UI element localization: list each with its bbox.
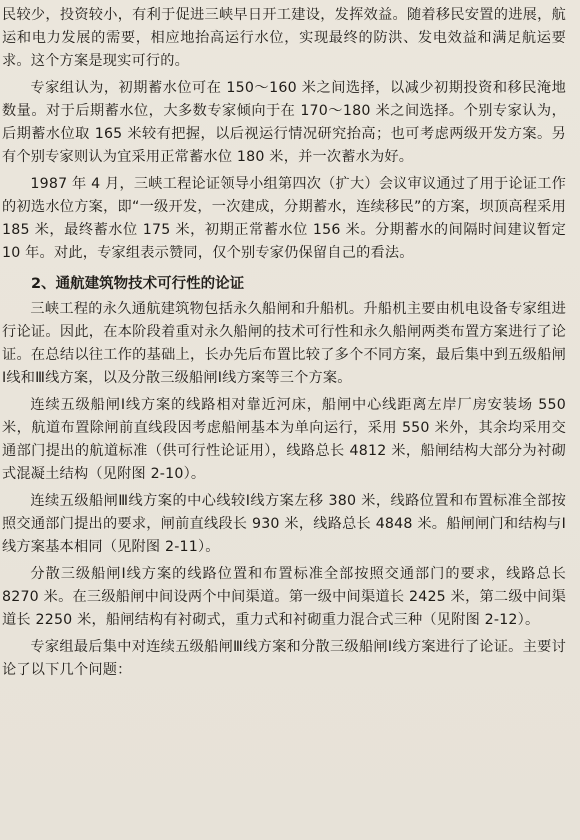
paragraph-2: 专家组认为，初期蓄水位可在 150～160 米之间选择，以减少初期投资和移民淹地数量。对于后期蓄水位，大多数专家倾向于在 170～180 米之间选择。个别专家认为，后期蓄水位取 165 米较有把握，以后视运行情况研究抬高；也可考虑两级开发方案。另有个别专家则认为宜采用正常蓄水位 180 米，并一次蓄水为好。 xyxy=(2,80,566,165)
paragraph-6: 连续五级船闸Ⅲ线方案的中心线较Ⅰ线方案左移 380 米，线路位置和布置标准全部按照交通部门提出的要求，闸前直线段长 930 米，线路总长 4848 米。船闸闸门和结构与Ⅰ线方案基本相同（见附图 2-11）。 xyxy=(2,493,566,556)
section-heading: 2、通航建筑物技术可行性的论证 xyxy=(31,276,245,292)
paragraph-1: 民较少，投资较小，有利于促进三峡早日开工建设，发挥效益。随着移民安置的进展，航运和电力发展的需要，相应地抬高运行水位，实现最终的防洪、发电效益和满足航运要求。这个方案是现实可行的。 xyxy=(2,7,566,69)
paragraph-4: 三峡工程的永久通航建筑物包括永久船闸和升船机。升船机主要由机电设备专家组进行论证。因此，在本阶段着重对永久船闸的技术可行性和永久船闸两类布置方案进行了论证。在总结以往工作的基础上，长办先后布置比较了多个不同方案，最后集中到五级船闸Ⅰ线和Ⅲ线方案，以及分散三级船闸Ⅰ线方案等三个方案。 xyxy=(2,301,566,387)
paragraph-8: 专家组最后集中对连续五级船闸Ⅲ线方案和分散三级船闸Ⅰ线方案进行了论证。主要讨论了以下几个问题： xyxy=(2,639,566,679)
paragraph-7: 分散三级船闸Ⅰ线方案的线路位置和布置标准全部按照交通部门的要求，线路总长 8270 米。在三级船闸中间设两个中间渠道。第一级中间渠道长 2425 米，第二级中间渠道长 2250 米，船闸结构有衬砌式，重力式和衬砌重力混合式三种（见附图 2-12）。 xyxy=(2,566,566,629)
paragraph-3: 1987 年 4 月，三峡工程论证领导小组第四次（扩大）会议审议通过了用于论证工作的初选水位方案，即“一级开发，一次建成，分期蓄水，连续移民”的方案，坝顶高程采用 185 米，最终蓄水位 175 米，初期正常蓄水位 156 米。分期蓄水的间隔时间建议暂定 10 年。对此，专家组表示赞同，仅个别专家仍保留自己的看法。 xyxy=(2,176,566,261)
paragraph-5: 连续五级船闸Ⅰ线方案的线路相对靠近河床，船闸中心线距离左岸厂房安装场 550 米，航道布置除闸前直线段因考虑船闸基本为单向运行，采用 550 米外，其余均采用交通部门提出的航道标准（供可行性论证用），线路总长 4812 米，船闸结构大部分为衬砌式混凝土结构（见附图 2-10）。 xyxy=(2,397,566,483)
